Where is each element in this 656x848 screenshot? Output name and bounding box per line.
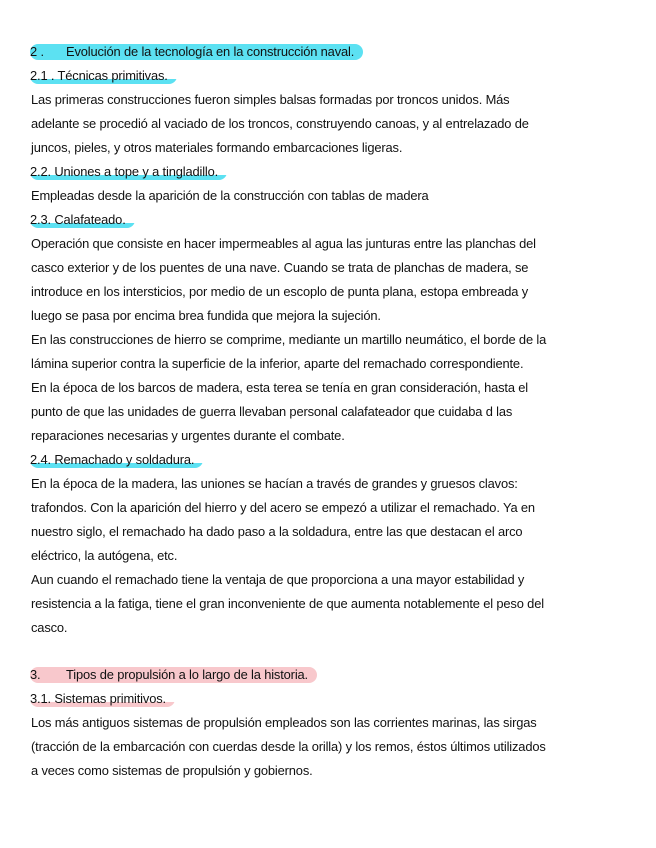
paragraph-line: casco.	[31, 620, 68, 635]
subsection-2-4-title: 2.4. Remachado y soldadura.	[30, 452, 203, 468]
paragraph-line: En la época de la madera, las uniones se hacían a través de grandes y gruesos clavos:	[31, 476, 518, 491]
subsection-2-2-heading	[31, 160, 632, 184]
section-2-heading	[31, 40, 632, 64]
paragraph-line: introduce en los intersticios, por medio de un escoplo de punta plana, estopa embreada y	[31, 284, 529, 299]
paragraph-line: adelante se procedió al vaciado de los troncos, construyendo canoas, y al entrelazado de	[31, 116, 529, 131]
subsection-2-3-title: 2.3. Calafateado.	[30, 212, 135, 228]
section-2-highlight	[30, 44, 363, 60]
subsection-2-4-heading	[31, 448, 632, 472]
subsection-2-3-heading	[31, 208, 632, 232]
section-3-highlight	[30, 667, 317, 683]
section-2-number: 2 .	[30, 44, 44, 59]
paragraph-line: lámina superior contra la superficie de la inferior, aparte del remachado correspondiente.	[31, 356, 524, 371]
paragraph-line: Aun cuando el remachado tiene la ventaja de que proporciona a una mayor estabilidad y	[31, 572, 525, 587]
paragraph-line: trafondos. Con la aparición del hierro y del acero se empezó a utilizar el remachado. Ya en	[31, 500, 535, 515]
section-3-title: Tipos de propulsión a lo largo de la historia.	[66, 667, 308, 682]
subsection-2-1-heading	[31, 64, 632, 88]
paragraph-line: En la época de los barcos de madera, esta terea se tenía en gran consideración, hasta el	[31, 380, 529, 395]
section-3-heading	[31, 663, 632, 687]
paragraph-line: eléctrico, la autógena, etc.	[31, 548, 178, 563]
paragraph-line: nuestro siglo, el remachado ha dado paso a la soldadura, entre las que destacan el arco	[31, 524, 523, 539]
subsection-3-1-title: 3.1. Sistemas primitivos.	[30, 691, 175, 707]
section-spacer	[31, 640, 632, 663]
subsection-2-1-title: 2.1 . Técnicas primitivas.	[30, 68, 177, 84]
paragraph-line: (tracción de la embarcación con cuerdas desde la orilla) y los remos, éstos últimos utilizados	[31, 739, 546, 754]
paragraph-line: punto de que las unidades de guerra llevaban personal calafateador que cuidaba d las	[31, 404, 513, 419]
subsection-3-1-heading	[31, 687, 632, 711]
paragraph-line: a veces como sistemas de propulsión y gobiernos.	[31, 763, 313, 778]
paragraph-line: Empleadas desde la aparición de la construcción con tablas de madera	[31, 188, 429, 203]
paragraph-line: luego se pasa por encima brea fundida que mejora la sujeción.	[31, 308, 381, 323]
subsection-2-2-title: 2.2. Uniones a tope y a tingladillo.	[30, 164, 227, 180]
paragraph-line: Los más antiguos sistemas de propulsión empleados son las corrientes marinas, las sirgas	[31, 715, 537, 730]
paragraph-line: En las construcciones de hierro se comprime, mediante un martillo neumático, el borde de la	[31, 332, 547, 347]
paragraph-line: reparaciones necesarias y urgentes durante el combate.	[31, 428, 345, 443]
section-3-number: 3.	[30, 667, 41, 682]
paragraph-line: Las primeras construcciones fueron simples balsas formadas por troncos unidos. Más	[31, 92, 510, 107]
paragraph-line: juncos, pieles, y otros materiales formando embarcaciones ligeras.	[31, 140, 403, 155]
paragraph-line: resistencia a la fatiga, tiene el gran inconveniente de que aumenta notablemente el peso del	[31, 596, 544, 611]
paragraph-line: Operación que consiste en hacer impermeables al agua las junturas entre las planchas del	[31, 236, 536, 251]
paragraph-line: casco exterior y de los puentes de una nave. Cuando se trata de planchas de madera, se	[31, 260, 529, 275]
section-2-title: Evolución de la tecnología en la construcción naval.	[66, 44, 355, 59]
